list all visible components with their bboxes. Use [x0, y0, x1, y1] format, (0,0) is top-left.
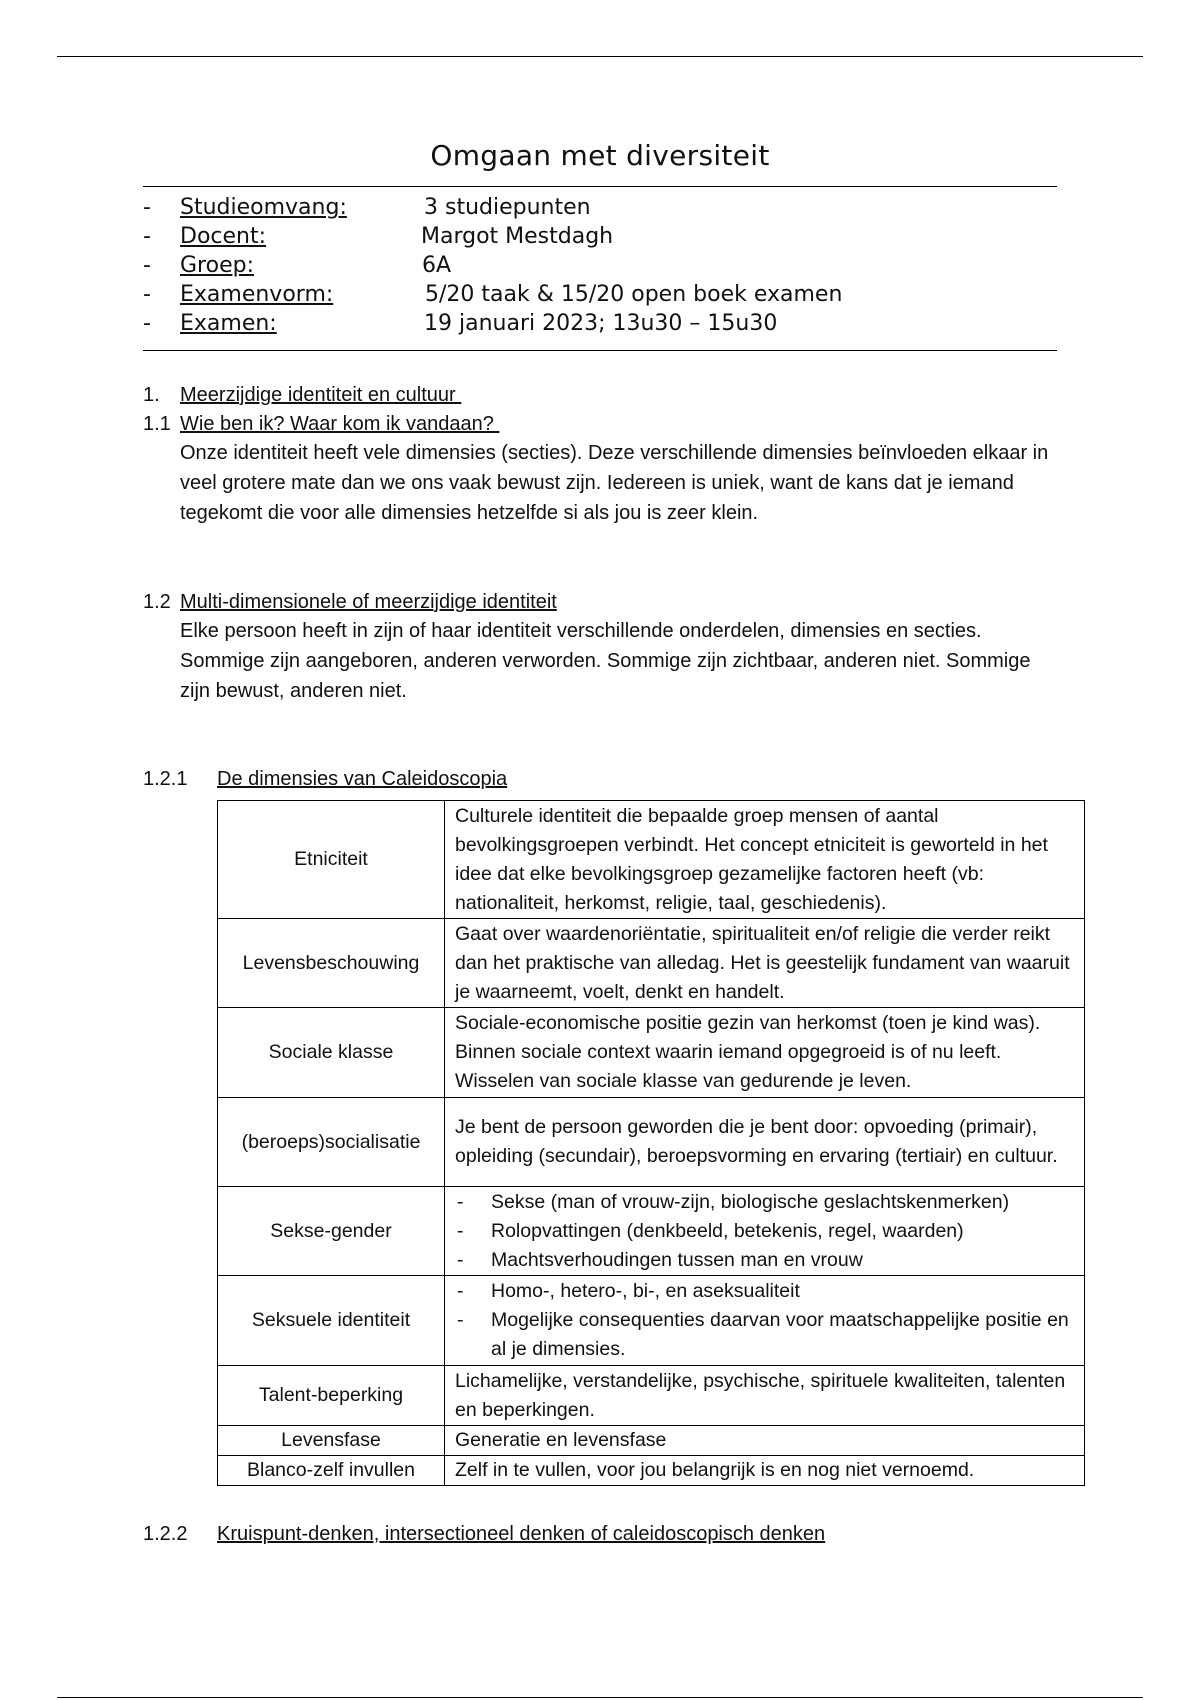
list-item-text: Sekse (man of vrouw-zijn, biologische geslachtskenmerken)	[491, 1190, 1010, 1213]
section-number: 1.2.1	[143, 768, 188, 790]
list-item-text: Machtsverhoudingen tussen man en vrouw	[491, 1248, 863, 1271]
dimension-description	[445, 1187, 1085, 1276]
course-info-label: Studieomvang:	[180, 195, 347, 220]
section-number: 1.	[143, 384, 160, 406]
list-dash: -	[457, 1309, 464, 1331]
table-row	[218, 919, 1085, 1008]
list-dash: -	[143, 195, 151, 220]
dimension-name: (beroeps)socialisatie	[218, 1098, 445, 1187]
page-top-border	[57, 56, 1143, 57]
table-row	[218, 1426, 1085, 1456]
course-info-value: 19 januari 2023; 13u30 – 15u30	[424, 311, 778, 336]
course-info-row	[143, 251, 1057, 280]
list-item	[455, 1188, 1078, 1217]
list-item-text: Rolopvattingen (denkbeeld, betekenis, regel, waarden)	[491, 1219, 964, 1242]
course-info-label: Examen:	[180, 311, 277, 336]
list-item	[455, 1306, 1078, 1364]
list-item	[455, 1277, 1078, 1306]
table-row	[218, 801, 1085, 919]
table-row	[218, 1366, 1085, 1426]
paragraph: Elke persoon heeft in zijn of haar identiteit verschillende onderdelen, dimensies en secties. Sommige zijn aangeboren, anderen verworden. Sommige zijn zichtbaar, anderen niet. Sommige zijn bewust, anderen niet.	[180, 620, 1031, 702]
page-title: Omgaan met diversiteit	[430, 139, 770, 172]
bullet-list	[455, 1188, 1078, 1275]
course-info-row	[143, 309, 1057, 338]
course-info-row	[143, 193, 1057, 222]
list-dash: -	[143, 224, 151, 249]
page-bottom-border	[57, 1697, 1143, 1698]
list-dash: -	[457, 1280, 464, 1302]
dimension-name: Talent-beperking	[218, 1366, 445, 1426]
info-rule	[143, 350, 1057, 351]
course-info-label: Docent:	[180, 224, 267, 249]
section-number: 1.2	[143, 591, 171, 613]
dimension-description: Zelf in te vullen, voor jou belangrijk is en nog niet vernoemd.	[445, 1456, 1085, 1486]
list-dash: -	[143, 311, 151, 336]
list-dash: -	[457, 1219, 464, 1242]
paragraph: Onze identiteit heeft vele dimensies (secties). Deze verschillende dimensies beïnvloeden elkaar in veel grotere mate dan we ons vaak bewust zijn. Iedereen is uniek, want de kans dat je iemand tegekomt die voor alle dimensies hetzelfde si als jou is zeer klein.	[180, 442, 1049, 524]
table-row	[218, 1008, 1085, 1098]
dimension-description	[445, 1276, 1085, 1366]
list-item	[455, 1217, 1078, 1246]
dimension-name: Blanco-zelf invullen	[218, 1456, 445, 1486]
section-number: 1.2.2	[143, 1523, 188, 1545]
list-dash: -	[143, 253, 151, 278]
course-info-label: Groep:	[180, 253, 254, 278]
section-heading: Wie ben ik? Waar kom ik vandaan?	[180, 413, 500, 435]
course-info-row	[143, 222, 1057, 251]
dimension-description: Gaat over waardenoriëntatie, spiritualiteit en/of religie die verder reikt dan het praktische van alledag. Het is geestelijk fundament van waaruit je waarneemt, voelt, denkt en handelt.	[445, 919, 1085, 1008]
course-info-value: 3 studiepunten	[424, 195, 591, 220]
dimension-name: Levensfase	[218, 1426, 445, 1456]
course-info-row	[143, 280, 1057, 309]
dimension-name: Sekse-gender	[218, 1187, 445, 1276]
course-info-value: 6A	[422, 253, 452, 278]
dimension-name: Levensbeschouwing	[218, 919, 445, 1008]
table-row	[218, 1276, 1085, 1366]
bullet-list	[455, 1277, 1078, 1364]
course-info-value: Margot Mestdagh	[421, 224, 614, 249]
section-heading: Kruispunt-denken, intersectioneel denken of caleidoscopisch denken	[217, 1523, 826, 1545]
dimension-name: Seksuele identiteit	[218, 1276, 445, 1366]
course-info-value: 5/20 taak & 15/20 open boek examen	[425, 282, 843, 307]
dimension-description: Lichamelijke, verstandelijke, psychische, spirituele kwaliteiten, talenten en beperkingen.	[445, 1366, 1085, 1426]
title-rule	[143, 186, 1057, 187]
course-info-label: Examenvorm:	[180, 282, 334, 307]
dimension-name: Sociale klasse	[218, 1008, 445, 1098]
section-heading: Multi-dimensionele of meerzijdige identiteit	[180, 591, 557, 613]
list-item-text: Mogelijke consequenties daarvan voor maatschappelijke positie en al je dimensies.	[491, 1309, 1069, 1360]
section-heading: Meerzijdige identiteit en cultuur	[180, 384, 462, 406]
dimension-description: Sociale-economische positie gezin van herkomst (toen je kind was). Binnen sociale context waarin iemand opgegroeid is of nu leeft. Wisselen van sociale klasse van gedurende je leven.	[445, 1008, 1085, 1098]
dimension-description: Je bent de persoon geworden die je bent door: opvoeding (primair), opleiding (secundair), beroepsvorming en ervaring (tertiair) en cultuur.	[445, 1098, 1085, 1187]
dimensions-table	[217, 800, 1085, 1486]
table-row	[218, 1456, 1085, 1486]
section-heading: De dimensies van Caleidoscopia	[217, 768, 508, 790]
table-row	[218, 1187, 1085, 1276]
section-number: 1.1	[143, 413, 171, 435]
list-item	[455, 1246, 1078, 1275]
dimension-description: Culturele identiteit die bepaalde groep mensen of aantal bevolkingsgroepen verbindt. Het concept etniciteit is geworteld in het idee dat elke bevolkingsgroep gezamelijke factoren heeft (vb: nationaliteit, herkomst, religie, taal, geschiedenis).	[445, 801, 1085, 919]
list-dash: -	[457, 1248, 464, 1271]
course-info-list	[143, 193, 1057, 338]
list-item-text: Homo-, hetero-, bi-, en aseksualiteit	[491, 1280, 800, 1302]
list-dash: -	[143, 282, 151, 307]
dimension-name: Etniciteit	[218, 801, 445, 919]
list-dash: -	[457, 1190, 464, 1213]
dimension-description: Generatie en levensfase	[445, 1426, 1085, 1456]
table-row	[218, 1098, 1085, 1187]
